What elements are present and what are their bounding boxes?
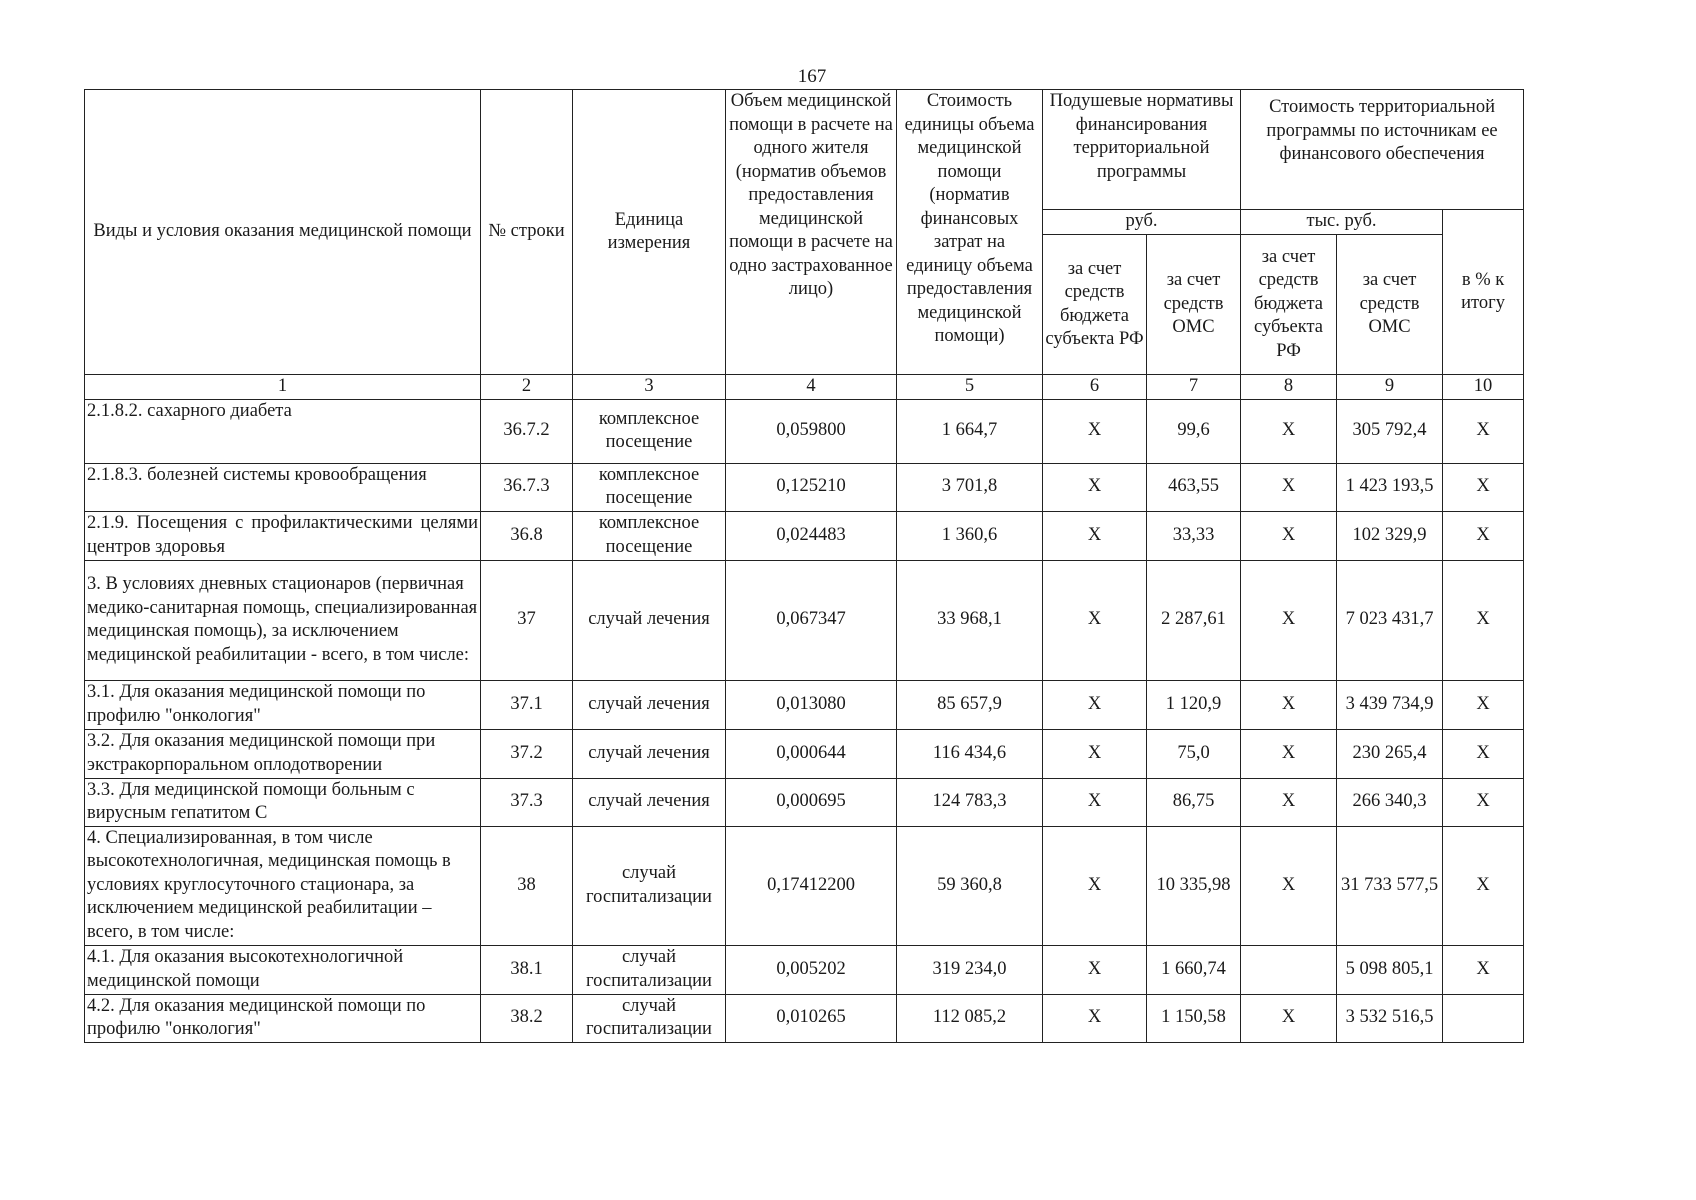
unit-cost-cell: 319 234,0 [897, 945, 1043, 994]
line-number-cell: 36.8 [481, 511, 573, 560]
cost-budget-cell: Х [1241, 826, 1337, 945]
unit-cost-cell: 116 434,6 [897, 729, 1043, 778]
column-number: 10 [1443, 375, 1524, 400]
header-unit-cost: Стоимость единицы объема медицинской помощи (норматив финансовых затрат на единицу объема предоставления медицинской помощи) [897, 90, 1043, 375]
unit-cell: случай лечения [573, 729, 726, 778]
cost-oms-cell: 1 423 193,5 [1337, 463, 1443, 511]
norm-oms-cell: 75,0 [1147, 729, 1241, 778]
table-row [85, 826, 1524, 945]
norm-budget-cell: Х [1043, 945, 1147, 994]
header-per-capita-norms: Подушевые нормативы финансирования территориальной программы [1043, 90, 1241, 210]
unit-cost-cell: 1 360,6 [897, 511, 1043, 560]
care-type-cell: 2.1.9. Посещения с профилактическими целями центров здоровья [85, 511, 481, 560]
volume-cell: 0,005202 [726, 945, 897, 994]
line-number-cell: 38.2 [481, 994, 573, 1042]
unit-cell: случай госпитализации [573, 945, 726, 994]
cost-oms-cell: 7 023 431,7 [1337, 560, 1443, 680]
column-number: 3 [573, 375, 726, 400]
care-type-cell: 2.1.8.2. сахарного диабета [85, 399, 481, 463]
cost-budget-cell: Х [1241, 729, 1337, 778]
column-number: 6 [1043, 375, 1147, 400]
table-row [85, 463, 1524, 511]
cost-oms-cell: 102 329,9 [1337, 511, 1443, 560]
line-number-cell: 37.3 [481, 778, 573, 826]
cost-oms-cell: 31 733 577,5 [1337, 826, 1443, 945]
care-type-cell: 4.2. Для оказания медицинской помощи по профилю "онкология" [85, 994, 481, 1042]
care-type-cell: 4. Специализированная, в том числе высокотехнологичная, медицинская помощь в условиях круглосуточного стационара, за исключением медицинской реабилитации – всего, в том числе: [85, 826, 481, 945]
norm-oms-cell: 1 660,74 [1147, 945, 1241, 994]
header-norm-budget: за счет средств бюджета субъекта РФ [1043, 235, 1147, 375]
norm-oms-cell: 86,75 [1147, 778, 1241, 826]
norm-budget-cell: Х [1043, 778, 1147, 826]
unit-cell: случай госпитализации [573, 826, 726, 945]
cost-oms-cell: 230 265,4 [1337, 729, 1443, 778]
norm-budget-cell: Х [1043, 994, 1147, 1042]
percent-cell: Х [1443, 560, 1524, 680]
volume-cell: 0,000644 [726, 729, 897, 778]
norm-oms-cell: 10 335,98 [1147, 826, 1241, 945]
line-number-cell: 38.1 [481, 945, 573, 994]
norm-oms-cell: 33,33 [1147, 511, 1241, 560]
cost-oms-cell: 5 098 805,1 [1337, 945, 1443, 994]
norm-budget-cell: Х [1043, 511, 1147, 560]
table-header [85, 90, 1524, 400]
line-number-cell: 38 [481, 826, 573, 945]
page-number: 167 [797, 66, 827, 87]
care-type-cell: 2.1.8.3. болезней системы кровообращения [85, 463, 481, 511]
volume-cell: 0,013080 [726, 680, 897, 729]
header-unit: Единица измерения [573, 90, 726, 375]
table-row [85, 399, 1524, 463]
percent-cell: Х [1443, 826, 1524, 945]
column-number: 4 [726, 375, 897, 400]
unit-cell: случай лечения [573, 560, 726, 680]
table-row [85, 680, 1524, 729]
volume-cell: 0,125210 [726, 463, 897, 511]
header-norm-oms: за счет средств ОМС [1147, 235, 1241, 375]
header-care-type: Виды и условия оказания медицинской помощи [85, 90, 481, 375]
table-row [85, 729, 1524, 778]
line-number-cell: 37 [481, 560, 573, 680]
cost-budget-cell [1241, 945, 1337, 994]
percent-cell: Х [1443, 680, 1524, 729]
header-unit-rub: руб. [1043, 210, 1241, 235]
unit-cost-cell: 85 657,9 [897, 680, 1043, 729]
cost-budget-cell: Х [1241, 778, 1337, 826]
header-cost-oms: за счет средств ОМС [1337, 235, 1443, 375]
table-row [85, 994, 1524, 1042]
cost-budget-cell: Х [1241, 560, 1337, 680]
table-row [85, 778, 1524, 826]
column-number: 8 [1241, 375, 1337, 400]
cost-budget-cell: Х [1241, 463, 1337, 511]
unit-cost-cell: 59 360,8 [897, 826, 1043, 945]
norm-oms-cell: 463,55 [1147, 463, 1241, 511]
line-number-cell: 36.7.3 [481, 463, 573, 511]
percent-cell [1443, 994, 1524, 1042]
cost-budget-cell: Х [1241, 399, 1337, 463]
cost-budget-cell: Х [1241, 994, 1337, 1042]
cost-budget-cell: Х [1241, 680, 1337, 729]
line-number-cell: 36.7.2 [481, 399, 573, 463]
cost-oms-cell: 266 340,3 [1337, 778, 1443, 826]
norm-oms-cell: 99,6 [1147, 399, 1241, 463]
line-number-cell: 37.2 [481, 729, 573, 778]
percent-cell: Х [1443, 463, 1524, 511]
unit-cell: случай госпитализации [573, 994, 726, 1042]
norm-budget-cell: Х [1043, 680, 1147, 729]
volume-cell: 0,067347 [726, 560, 897, 680]
norm-budget-cell: Х [1043, 463, 1147, 511]
norm-budget-cell: Х [1043, 826, 1147, 945]
norm-oms-cell: 1 150,58 [1147, 994, 1241, 1042]
table-body [85, 399, 1524, 1042]
header-program-cost: Стоимость территориальной программы по источникам ее финансового обеспечения [1241, 90, 1524, 210]
volume-cell: 0,17412200 [726, 826, 897, 945]
column-number: 5 [897, 375, 1043, 400]
header-percent: в % к итогу [1443, 210, 1524, 375]
norm-budget-cell: Х [1043, 729, 1147, 778]
unit-cell: комплексное посещение [573, 511, 726, 560]
header-unit-thousand-rub: тыс. руб. [1241, 210, 1443, 235]
volume-cell: 0,059800 [726, 399, 897, 463]
line-number-cell: 37.1 [481, 680, 573, 729]
cost-oms-cell: 3 439 734,9 [1337, 680, 1443, 729]
unit-cost-cell: 33 968,1 [897, 560, 1043, 680]
table-row [85, 511, 1524, 560]
volume-cell: 0,024483 [726, 511, 897, 560]
table-row [85, 945, 1524, 994]
column-number: 1 [85, 375, 481, 400]
care-type-cell: 3.2. Для оказания медицинской помощи при экстракорпоральном оплодотворении [85, 729, 481, 778]
care-type-cell: 3.1. Для оказания медицинской помощи по профилю "онкология" [85, 680, 481, 729]
care-type-cell: 3. В условиях дневных стационаров (первичная медико-санитарная помощь, специализированная медицинская помощь), за исключением медицинской реабилитации - всего, в том числе: [85, 560, 481, 680]
care-type-cell: 3.3. Для медицинской помощи больным с вирусным гепатитом С [85, 778, 481, 826]
table-row [85, 560, 1524, 680]
percent-cell: Х [1443, 778, 1524, 826]
unit-cell: комплексное посещение [573, 463, 726, 511]
unit-cost-cell: 112 085,2 [897, 994, 1043, 1042]
medical-care-cost-table [84, 89, 1524, 1043]
column-number: 7 [1147, 375, 1241, 400]
header-cost-budget: за счет средств бюджета субъекта РФ [1241, 235, 1337, 375]
norm-oms-cell: 1 120,9 [1147, 680, 1241, 729]
percent-cell: Х [1443, 945, 1524, 994]
unit-cost-cell: 1 664,7 [897, 399, 1043, 463]
header-line-number: № строки [481, 90, 573, 375]
unit-cell: комплексное посещение [573, 399, 726, 463]
unit-cost-cell: 124 783,3 [897, 778, 1043, 826]
norm-budget-cell: Х [1043, 560, 1147, 680]
unit-cost-cell: 3 701,8 [897, 463, 1043, 511]
cost-oms-cell: 3 532 516,5 [1337, 994, 1443, 1042]
volume-cell: 0,010265 [726, 994, 897, 1042]
unit-cell: случай лечения [573, 778, 726, 826]
column-number: 2 [481, 375, 573, 400]
norm-budget-cell: Х [1043, 399, 1147, 463]
volume-cell: 0,000695 [726, 778, 897, 826]
cost-budget-cell: Х [1241, 511, 1337, 560]
column-number: 9 [1337, 375, 1443, 400]
column-numbers-row [85, 375, 1524, 400]
percent-cell: Х [1443, 511, 1524, 560]
norm-oms-cell: 2 287,61 [1147, 560, 1241, 680]
percent-cell: Х [1443, 729, 1524, 778]
cost-oms-cell: 305 792,4 [1337, 399, 1443, 463]
header-volume: Объем медицинской помощи в расчете на одного жителя (норматив объемов предоставления медицинской помощи в расчете на одно застрахованное лицо) [726, 90, 897, 375]
care-type-cell: 4.1. Для оказания высокотехнологичной медицинской помощи [85, 945, 481, 994]
unit-cell: случай лечения [573, 680, 726, 729]
percent-cell: Х [1443, 399, 1524, 463]
